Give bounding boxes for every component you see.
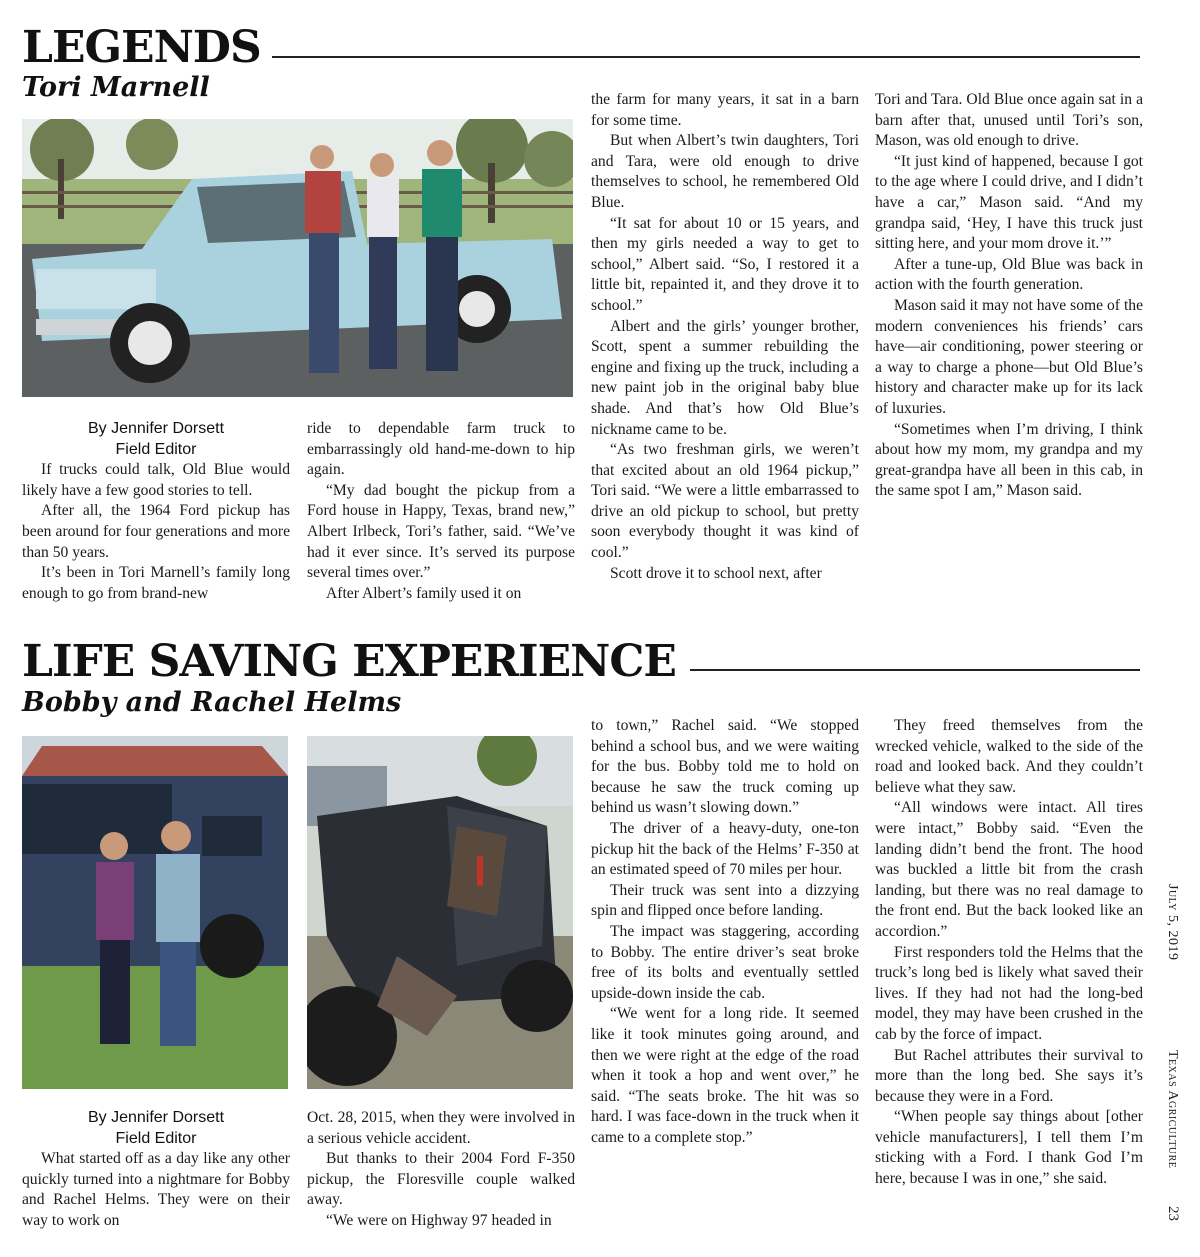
paragraph: What started off as a day like any other quickly turned into a nightmare for Bobby and Rachel Helms. They were on their way to work on	[22, 1150, 290, 1229]
paragraph: to town,” Rachel said. “We stopped behind a school bus, and we were waiting for the bus. Bobby told me to hold on because he saw the truck coming up behind us wasn’t slowing down.”	[591, 717, 859, 817]
paragraph: “Sometimes when I’m driving, I think about how my mom, my grandpa and my great-grandpa have all been in this cab, in the same spot I am,” Mason said.	[875, 420, 1143, 500]
paragraph: the farm for many years, it sat in a barn for some time.	[591, 91, 859, 129]
paragraph: “All windows were intact. All tires were intact,” Bobby said. “Even the landing didn’t bend the front. The hood was buckled a little bit from the crash landing, but there was no real damage to the front end. But the back looked like an accordion.”	[875, 799, 1143, 940]
paragraph: “As two freshman girls, we weren’t that excited about an old 1964 pickup,” Tori said. “We were a little embarrassed to drive an old pickup to school, but pretty soon everybody thought it was kind of cool.”	[591, 441, 859, 562]
legends-article	[0, 0, 1200, 615]
folio-publication: Texas Agriculture	[1165, 1050, 1180, 1169]
wrecked-truck-photo	[307, 736, 573, 1089]
helms-couple-photo	[22, 736, 288, 1089]
paragraph: “When people say things about [other vehicle manufacturers], I tell them I’m sticking with a Ford. I thank God I’m here, because I was in one,” she said.	[875, 1108, 1143, 1188]
paragraph: After a tune-up, Old Blue was back in action with the fourth generation.	[875, 255, 1143, 294]
legends-headline: LEGENDS	[22, 22, 261, 73]
legends-column-2	[307, 419, 575, 604]
legends-column-1	[22, 419, 290, 604]
lifesaving-column-4	[875, 716, 1143, 1190]
legends-byline-name: By Jennifer Dorsett	[87, 420, 225, 437]
folio-date: July 5, 2019	[1165, 884, 1180, 961]
paragraph: Albert and the girls’ younger brother, Scott, spent a summer rebuilding the engine and fixing up the truck, including a new paint job in the original baby blue shade. And that’s how Old Blue’s nickname came to be.	[591, 317, 859, 438]
headline-rule	[272, 56, 1140, 58]
paragraph: After all, the 1964 Ford pickup has been around for four generations and more than 50 years.	[22, 502, 290, 561]
lifesaving-subhead: Bobby and Rachel Helms	[22, 687, 402, 718]
paragraph: “We went for a long ride. It seemed like it took minutes going around, and then we were right at the edge of the road when it took a hop and went over,” he said. “The seats broke. The hit was so hard. I was face-down in the truck when it came to a complete stop.”	[591, 1005, 859, 1146]
lifesaving-column-2	[307, 1108, 575, 1232]
lifesaving-byline-name: By Jennifer Dorsett	[87, 1109, 225, 1126]
legends-subhead: Tori Marnell	[22, 72, 210, 103]
paragraph: “It just kind of happened, because I got to the age where I could drive, and I didn’t have a car,” Mason said. “And my grandpa said, ‘Hey, I have this truck just sitting here, and your mom drove it.’”	[875, 152, 1143, 253]
lifesaving-column-3	[591, 716, 859, 1148]
legends-column-3	[591, 90, 859, 584]
paragraph: “My dad bought the pickup from a Ford house in Happy, Texas, brand new,” Albert Irlbeck, Tori’s father, said. “We’ve had it ever since. It’s served its purpose several times over.”	[307, 481, 575, 582]
paragraph: But thanks to their 2004 Ford F-350 pickup, the Floresville couple walked away.	[307, 1150, 575, 1209]
paragraph: Tori and Tara. Old Blue once again sat in a barn after that, unused until Tori’s son, Mason, was old enough to drive.	[875, 91, 1143, 150]
paragraph: Their truck was sent into a dizzying spin and flipped once before landing.	[591, 881, 859, 920]
old-blue-family-photo	[22, 119, 573, 397]
paragraph: If trucks could talk, Old Blue would likely have a few good stories to tell.	[22, 461, 290, 499]
lifesaving-column-1	[22, 1108, 290, 1232]
legends-byline-title: Field Editor	[115, 440, 197, 458]
paragraph: “We were on Highway 97 headed in	[326, 1211, 552, 1229]
page-number: 23	[1165, 1206, 1181, 1221]
paragraph: After Albert’s family used it on	[326, 584, 522, 602]
legends-column-4	[875, 90, 1143, 502]
headline-rule	[690, 669, 1140, 671]
paragraph: Oct. 28, 2015, when they were involved in a serious vehicle accident.	[307, 1109, 575, 1147]
paragraph: They freed themselves from the wrecked vehicle, walked to the side of the road and looked back. And they couldn’t believe what they saw.	[875, 717, 1143, 796]
lifesaving-headline: LIFE SAVING EXPERIENCE	[22, 636, 676, 687]
paragraph: But when Albert’s twin daughters, Tori and Tara, were old enough to drive themselves to school, he remembered Old Blue.	[591, 132, 859, 211]
paragraph: The impact was staggering, according to Bobby. The entire driver’s seat broke free of its bolts and eventually settled upside-down inside the cab.	[591, 922, 859, 1002]
paragraph: The driver of a heavy-duty, one-ton pickup hit the back of the Helms’ F-350 at an estimated speed of 70 miles per hour.	[591, 819, 859, 879]
lifesaving-article	[0, 615, 1200, 1257]
paragraph: First responders told the Helms that the truck’s long bed is likely what saved their lives. If they had not had the long-bed model, they may have been crushed in the cab by the force of impact.	[875, 943, 1143, 1043]
paragraph: Mason said it may not have some of the modern conveniences his friends’ cars have—air conditioning, power steering or a way to charge a phone—but Old Blue’s history and character make up for its lack of luxuries.	[875, 296, 1143, 417]
paragraph: But Rachel attributes their survival to more than the long bed. She says it’s because they were in a Ford.	[875, 1046, 1143, 1105]
paragraph: “It sat for about 10 or 15 years, and then my girls needed a way to get to school,” Albert said. “So, I restored it a little bit, repainted it, and they drove it to school.”	[591, 214, 859, 314]
lifesaving-byline-title: Field Editor	[115, 1129, 197, 1147]
paragraph: ride to dependable farm truck to embarrassingly old hand-me-down to hip again.	[307, 420, 575, 479]
paragraph: Scott drove it to school next, after	[610, 564, 822, 582]
paragraph: It’s been in Tori Marnell’s family long enough to go from brand-new	[22, 564, 290, 602]
